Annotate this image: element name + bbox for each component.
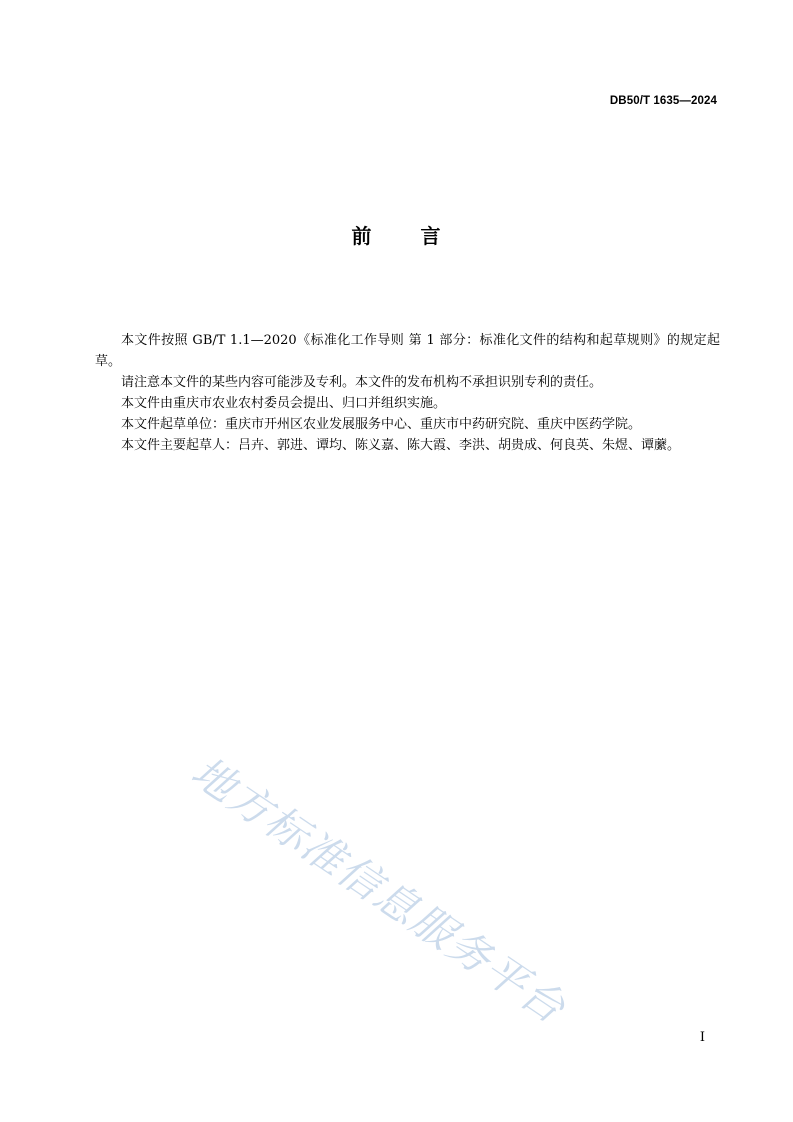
paragraph-proposer: 本文件由重庆市农业农村委员会提出、归口并组织实施。 [121, 396, 447, 411]
foreword-body [95, 330, 720, 456]
paragraph-drafting-rules: 本文件按照 GB/T 1.1—2020《标准化工作导则 第 1 部分：标准化文件的结构和起草规则》的规定起草。 [95, 333, 720, 369]
paragraph-patent-notice: 请注意本文件的某些内容可能涉及专利。本文件的发布机构不承担识别专利的责任。 [121, 375, 603, 390]
paragraph-drafting-units: 本文件起草单位：重庆市开州区农业发展服务中心、重庆市中药研究院、重庆中医药学院。 [121, 417, 642, 432]
paragraph-drafters: 本文件主要起草人：吕卉、郭进、谭均、陈义嘉、陈大霞、李洪、胡贵成、何良英、朱煜、谭䕷。 [121, 438, 681, 453]
page-number: I [699, 1030, 705, 1045]
page-title: 前 言 [351, 224, 442, 248]
watermark: 地方标准信息服务平台 [182, 746, 576, 1034]
document-code: DB50/T 1635—2024 [609, 95, 717, 107]
